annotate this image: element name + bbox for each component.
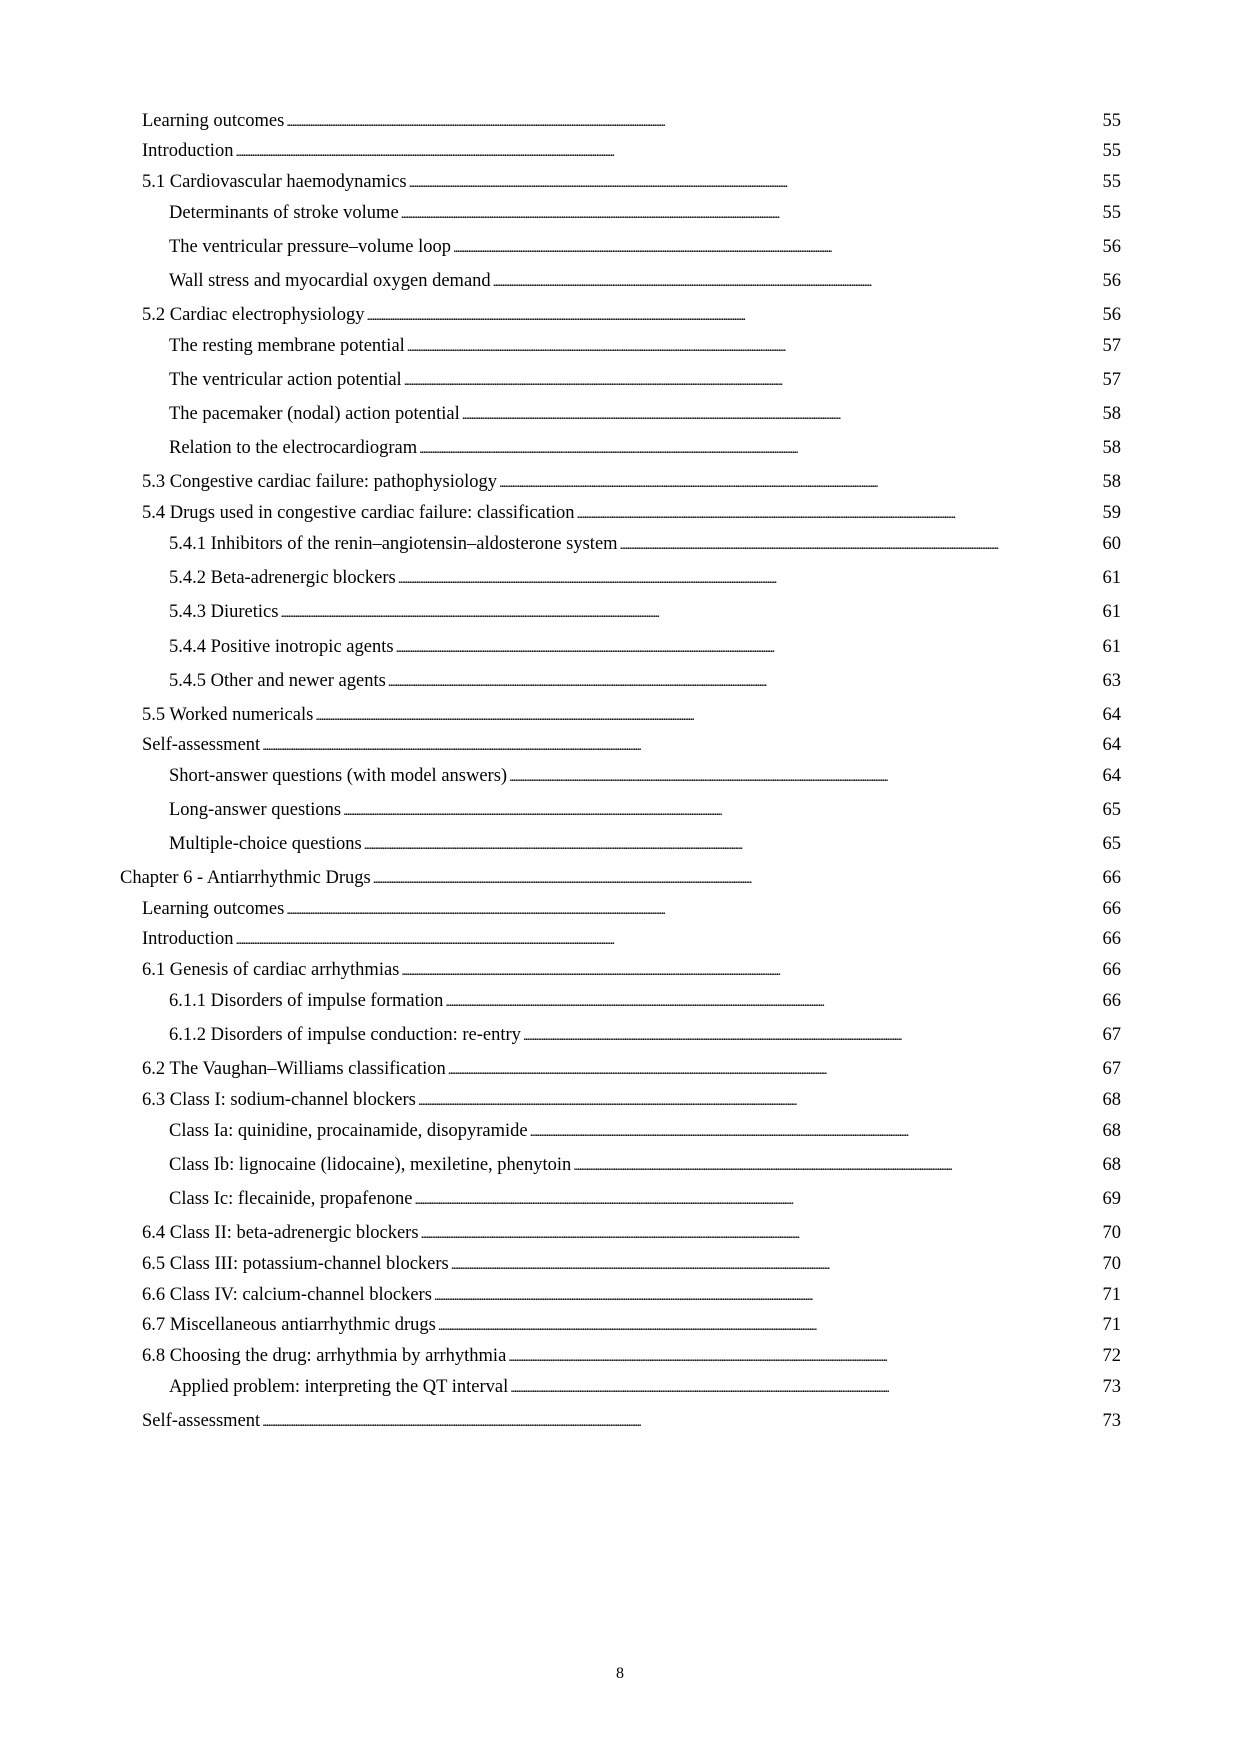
toc-dot-leader [445,988,1095,1016]
toc-entry-title: Applied problem: interpreting the QT interval [169,1377,509,1397]
toc-entry-title: Multiple-choice questions [169,834,362,854]
toc-entry[interactable] [142,1220,1121,1246]
toc-dot-leader [418,1087,1095,1115]
toc-entry-title: 5.4.5 Other and newer agents [169,671,386,691]
toc-entry[interactable] [142,1282,1121,1308]
toc-entry-page: 59 [1102,503,1121,523]
toc-entry-title: 6.1.1 Disorders of impulse formation [169,991,444,1011]
toc-entry-title: 6.6 Class IV: calcium-channel blockers [142,1285,432,1305]
toc-entry[interactable] [142,1312,1121,1338]
toc-entry-page: 56 [1102,271,1121,291]
toc-entry-page: 73 [1102,1377,1121,1397]
toc-dot-leader [409,169,1095,197]
toc-entry-page: 68 [1102,1090,1121,1110]
toc-dot-leader [401,957,1095,985]
toc-dot-leader [262,732,1095,760]
toc-entry-title: Self-assessment [142,735,261,755]
toc-dot-leader [404,367,1095,395]
toc-entry[interactable] [142,302,1121,328]
toc-dot-leader [462,401,1095,429]
toc-entry-title: 5.4.4 Positive inotropic agents [169,637,394,657]
toc-entry-title: 5.4.3 Diuretics [169,602,279,622]
toc-entry[interactable] [142,1056,1121,1082]
toc-dot-leader [523,1022,1095,1050]
toc-dot-leader [577,500,1095,528]
toc-entry-page: 57 [1102,336,1121,356]
toc-entry[interactable] [142,732,1121,758]
toc-dot-leader [421,1220,1095,1248]
toc-entry[interactable] [142,469,1121,495]
toc-dot-leader [396,634,1095,662]
toc-dot-leader [366,302,1095,330]
toc-dot-leader [508,1343,1095,1371]
toc-entry-title: Class Ic: flecainide, propafenone [169,1189,413,1209]
toc-entry[interactable] [169,634,1121,660]
toc-dot-leader [286,896,1095,924]
toc-entry-title: 5.1 Cardiovascular haemodynamics [142,172,407,192]
toc-entry-title: Class Ib: lignocaine (lidocaine), mexiletine, phenytoin [169,1155,572,1175]
toc-entry-page: 58 [1102,472,1121,492]
toc-entry-page: 64 [1102,705,1121,725]
toc-dot-leader [509,763,1095,791]
toc-entry-page: 66 [1102,868,1121,888]
toc-dot-leader [620,531,1095,559]
toc-dot-leader [451,1251,1095,1279]
toc-entry-title: 5.5 Worked numericals [142,705,314,725]
toc-dot-leader [286,108,1095,136]
toc-entry[interactable] [142,138,1121,164]
toc-entry-title: Learning outcomes [142,111,285,131]
toc-entry-title: The resting membrane potential [169,336,405,356]
toc-dot-leader [398,565,1095,593]
toc-entry-title: Introduction [142,929,234,949]
toc-dot-leader [364,831,1095,859]
toc-entry-page: 65 [1102,800,1121,820]
toc-entry[interactable] [169,234,1121,260]
toc-entry-page: 68 [1102,1155,1121,1175]
toc-entry-page: 63 [1102,671,1121,691]
toc-entry-title: 5.4 Drugs used in congestive cardiac failure: classification [142,503,575,523]
toc-dot-leader [235,138,1095,166]
toc-entry-title: The ventricular action potential [169,370,402,390]
toc-entry-page: 61 [1102,568,1121,588]
toc-entry-page: 55 [1102,111,1121,131]
toc-entry-page: 58 [1102,404,1121,424]
toc-entry-title: Introduction [142,141,234,161]
toc-entry-title: 6.5 Class III: potassium-channel blockers [142,1254,449,1274]
toc-entry-page: 66 [1102,929,1121,949]
toc-entry-page: 55 [1102,203,1121,223]
toc-entry-page: 60 [1102,534,1121,554]
toc-entry-title: 5.2 Cardiac electrophysiology [142,305,365,325]
toc-entry[interactable] [142,896,1121,922]
toc-entry-page: 71 [1102,1285,1121,1305]
toc-entry-page: 70 [1102,1254,1121,1274]
toc-entry-page: 64 [1102,766,1121,786]
toc-entry-title: Self-assessment [142,1411,261,1431]
toc-dot-leader [315,702,1095,730]
toc-entry-page: 58 [1102,438,1121,458]
toc-entry[interactable] [142,169,1121,195]
toc-entry-page: 66 [1102,960,1121,980]
toc-dot-leader [407,333,1095,361]
toc-entry[interactable] [142,108,1121,134]
toc-entry-page: 67 [1102,1025,1121,1045]
toc-entry-title: Wall stress and myocardial oxygen demand [169,271,491,291]
toc-entry-title: 6.4 Class II: beta-adrenergic blockers [142,1223,419,1243]
toc-entry[interactable] [142,1408,1121,1434]
toc-entry-page: 73 [1102,1411,1121,1431]
toc-dot-leader [453,234,1095,262]
toc-entry-title: Chapter 6 - Antiarrhythmic Drugs [120,868,371,888]
toc-entry-page: 65 [1102,834,1121,854]
toc-entry[interactable] [142,500,1121,526]
toc-entry-title: 6.3 Class I: sodium-channel blockers [142,1090,416,1110]
toc-entry[interactable] [169,831,1121,857]
toc-entry-title: The ventricular pressure–volume loop [169,237,452,257]
toc-entry-title: 6.8 Choosing the drug: arrhythmia by arrhythmia [142,1346,507,1366]
toc-dot-leader [262,1408,1095,1436]
toc-entry[interactable] [142,926,1121,952]
toc-entry[interactable] [169,268,1121,294]
toc-entry[interactable] [169,599,1121,625]
toc-entry-title: 6.1 Genesis of cardiac arrhythmias [142,960,400,980]
toc-entry[interactable] [169,565,1121,591]
toc-dot-leader [388,668,1095,696]
page-number: 8 [616,1665,624,1682]
toc-entry[interactable] [142,1343,1121,1369]
toc-entry-title: 5.3 Congestive cardiac failure: pathophysiology [142,472,498,492]
toc-entry[interactable] [142,1251,1121,1277]
toc-entry-page: 66 [1102,991,1121,1011]
toc-entry-page: 55 [1102,172,1121,192]
toc-entry-title: 5.4.2 Beta-adrenergic blockers [169,568,396,588]
toc-entry-page: 69 [1102,1189,1121,1209]
toc-dot-leader [414,1186,1095,1214]
toc-entry-title: Long-answer questions [169,800,342,820]
toc-entry-page: 64 [1102,735,1121,755]
toc-entry-page: 61 [1102,637,1121,657]
toc-dot-leader [343,797,1095,825]
toc-entry[interactable] [142,1087,1121,1113]
toc-entry[interactable] [169,531,1121,557]
toc-dot-leader [510,1374,1095,1402]
toc-entry[interactable] [142,957,1121,983]
toc-entry-title: Learning outcomes [142,899,285,919]
toc-entry-title: 6.7 Miscellaneous antiarrhythmic drugs [142,1315,436,1335]
toc-entry-page: 66 [1102,899,1121,919]
toc-entry-title: Relation to the electrocardiogram [169,438,418,458]
toc-entry-page: 61 [1102,602,1121,622]
toc-entry-page: 71 [1102,1315,1121,1335]
toc-entry-title: 6.1.2 Disorders of impulse conduction: re-entry [169,1025,521,1045]
toc-entry-title: Determinants of stroke volume [169,203,399,223]
toc-entry[interactable] [169,1152,1121,1178]
toc-entry[interactable] [169,763,1121,789]
toc-entry-title: The pacemaker (nodal) action potential [169,404,460,424]
toc-entry[interactable] [169,435,1121,461]
toc-entry-page: 57 [1102,370,1121,390]
toc-dot-leader [493,268,1095,296]
toc-dot-leader [434,1282,1095,1310]
toc-entry[interactable] [169,1374,1121,1400]
toc-entry-title: Class Ia: quinidine, procainamide, disopyramide [169,1121,528,1141]
toc-dot-leader [573,1152,1095,1180]
toc-entry[interactable] [169,1118,1121,1144]
toc-dot-leader [401,200,1095,228]
toc-entry[interactable] [169,333,1121,359]
toc-entry[interactable] [169,668,1121,694]
toc-entry-title: Short-answer questions (with model answers) [169,766,508,786]
toc-entry[interactable] [169,401,1121,427]
toc-entry-page: 68 [1102,1121,1121,1141]
toc-dot-leader [499,469,1095,497]
toc-entry-title: 5.4.1 Inhibitors of the renin–angiotensin–aldosterone system [169,534,618,554]
toc-dot-leader [235,926,1095,954]
toc-entry[interactable] [169,1186,1121,1212]
toc-entry[interactable] [169,367,1121,393]
toc-entry-title: 6.2 The Vaughan–Williams classification [142,1059,446,1079]
toc-dot-leader [280,599,1095,627]
toc-entry-page: 67 [1102,1059,1121,1079]
toc-entry-page: 56 [1102,305,1121,325]
toc-dot-leader [438,1312,1095,1340]
toc-dot-leader [373,865,1095,893]
toc-dot-leader [448,1056,1095,1084]
toc-dot-leader [419,435,1095,463]
toc-dot-leader [530,1118,1095,1146]
toc-entry-page: 70 [1102,1223,1121,1243]
toc-entry[interactable] [169,797,1121,823]
toc-entry-page: 56 [1102,237,1121,257]
toc-entry-page: 55 [1102,141,1121,161]
toc-entry[interactable] [120,865,1121,891]
toc-entry[interactable] [169,988,1121,1014]
toc-entry[interactable] [142,702,1121,728]
toc-entry-page: 72 [1102,1346,1121,1366]
toc-entry[interactable] [169,200,1121,226]
toc-entry[interactable] [169,1022,1121,1048]
